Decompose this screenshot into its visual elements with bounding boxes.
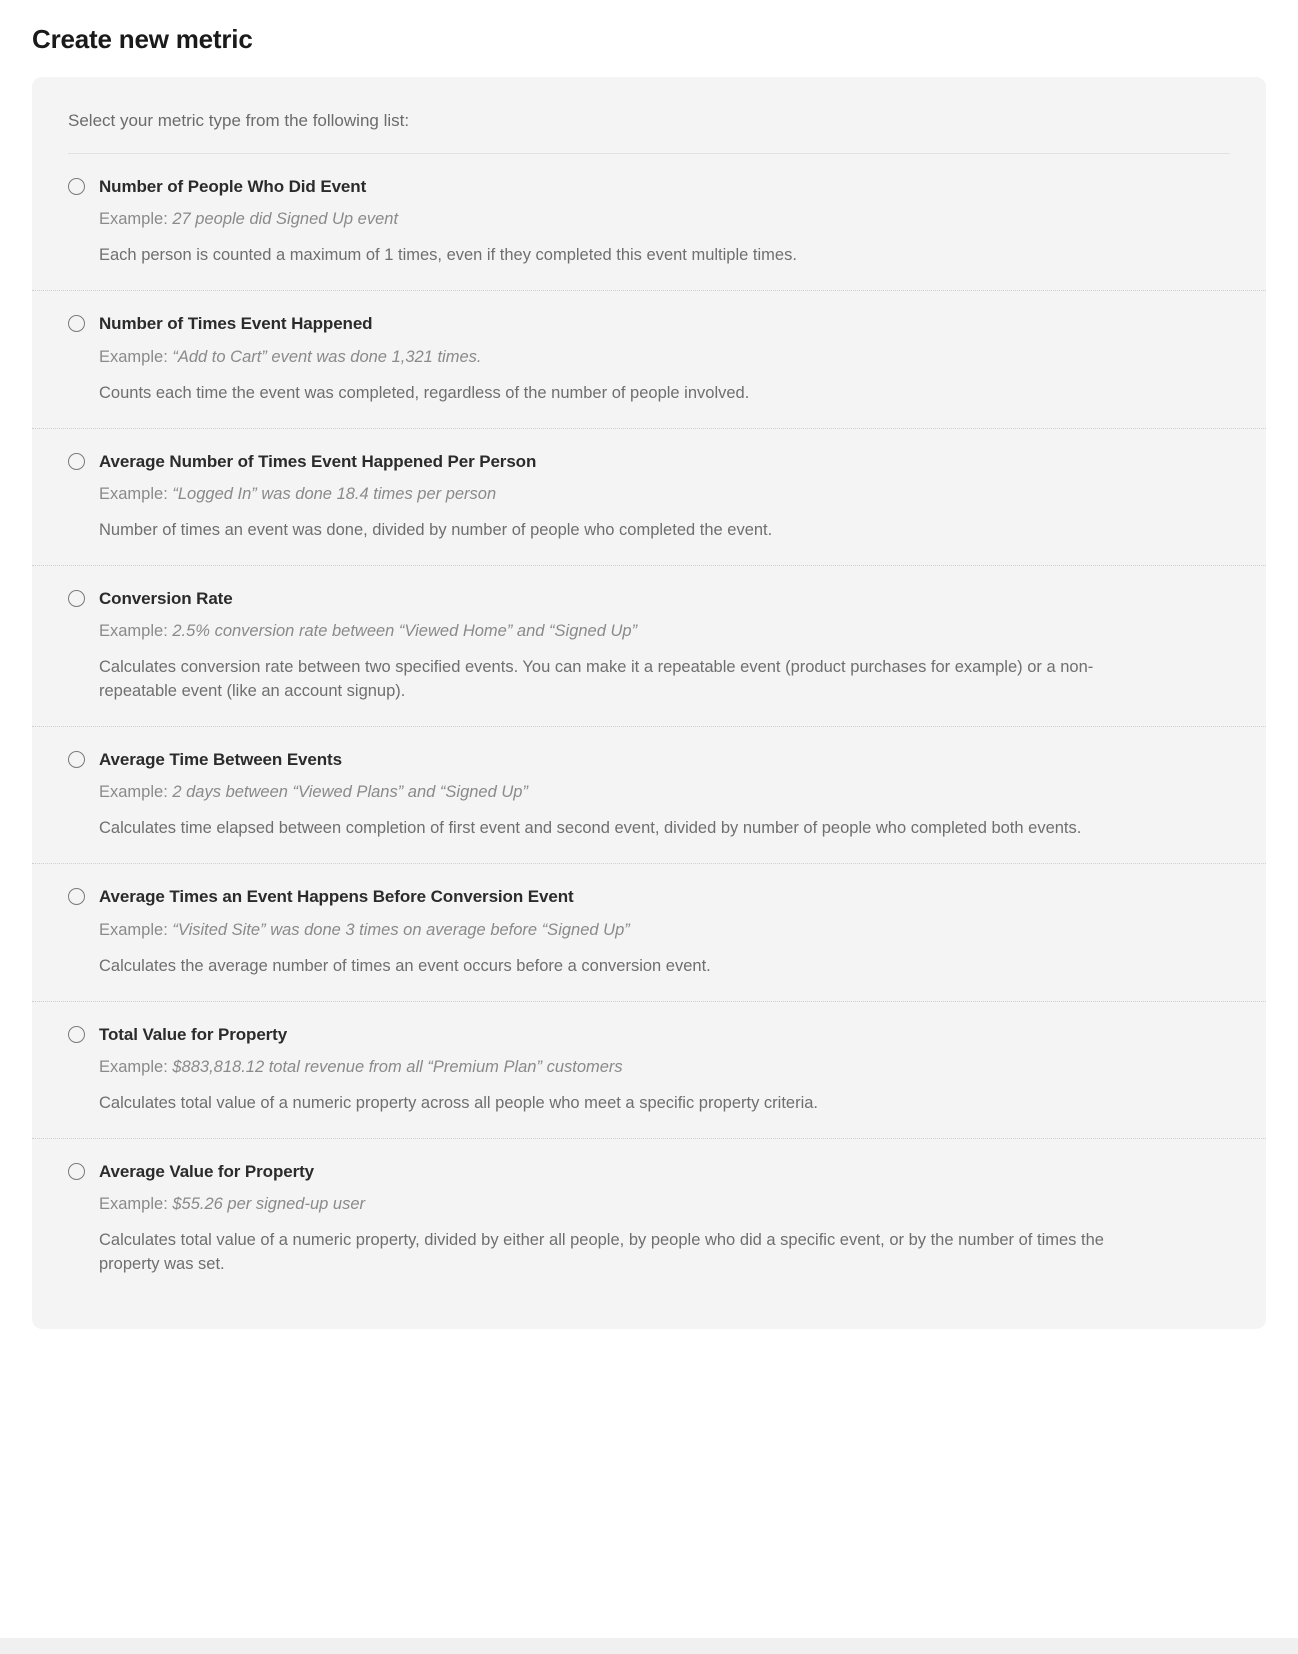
metric-option-number-of-people-who-did-event[interactable] [32, 154, 1266, 290]
radio-icon[interactable] [68, 751, 85, 768]
option-example-text: $55.26 per signed-up user [172, 1195, 366, 1214]
radio-icon[interactable] [68, 888, 85, 905]
option-example-text: 2 days between “Viewed Plans” and “Signed Up” [172, 783, 528, 802]
option-example-text: $883,818.12 total revenue from all “Premium Plan” customers [172, 1057, 623, 1076]
option-description: Counts each time the event was completed, regardless of the number of people involved. [99, 383, 750, 402]
metric-option-average-number-of-times-event-happened-per-person[interactable] [32, 428, 1266, 565]
option-example [99, 208, 1230, 231]
page-title: Create new metric [32, 24, 253, 54]
option-title: Average Times an Event Happens Before Conversion Event [99, 887, 574, 907]
metric-option-total-value-for-property[interactable] [32, 1001, 1266, 1138]
option-title: Number of Times Event Happened [99, 314, 373, 334]
metric-option-average-value-for-property[interactable] [32, 1138, 1266, 1299]
option-example-label: Example: [99, 783, 173, 802]
option-title: Total Value for Property [99, 1024, 288, 1044]
option-example-label: Example: [99, 622, 173, 641]
option-example-label: Example: [99, 1195, 173, 1214]
option-example [99, 919, 1230, 942]
option-description: Calculates time elapsed between completion of first event and second event, divided by number of people who completed both events. [99, 819, 1082, 838]
option-title: Average Number of Times Event Happened Per Person [99, 451, 537, 471]
option-description: Each person is counted a maximum of 1 times, even if they completed this event multiple times. [99, 246, 797, 265]
radio-icon[interactable] [68, 1163, 85, 1180]
metric-type-panel [32, 77, 1266, 1329]
option-example [99, 346, 1230, 369]
metric-option-average-times-an-event-happens-before-conversion-event[interactable] [32, 863, 1266, 1000]
option-example [99, 1056, 1230, 1079]
option-title: Number of People Who Did Event [99, 177, 367, 196]
radio-icon[interactable] [68, 315, 85, 332]
metric-type-list [32, 154, 1266, 1299]
option-example-text: “Logged In” was done 18.4 times per person [172, 484, 497, 503]
option-title: Average Time Between Events [99, 749, 342, 769]
option-example-label: Example: [99, 1057, 173, 1076]
radio-icon[interactable] [68, 453, 85, 470]
bottom-strip [0, 1638, 1298, 1654]
radio-icon[interactable] [68, 1026, 85, 1043]
option-example-text: 27 people did Signed Up event [172, 210, 399, 229]
option-example [99, 620, 1230, 643]
option-example-text: 2.5% conversion rate between “Viewed Home” and “Signed Up” [172, 622, 638, 641]
option-example-label: Example: [99, 920, 173, 939]
option-example [99, 781, 1230, 804]
metric-option-conversion-rate[interactable] [32, 565, 1266, 726]
option-description: Calculates total value of a numeric property across all people who meet a specific property criteria. [99, 1093, 819, 1112]
option-example [99, 1193, 1230, 1216]
metric-option-number-of-times-event-happened[interactable] [32, 290, 1266, 427]
option-title: Conversion Rate [99, 588, 233, 608]
metric-option-average-time-between-events[interactable] [32, 726, 1266, 863]
option-example-label: Example: [99, 347, 173, 366]
option-example-label: Example: [99, 484, 173, 503]
option-example-text: “Visited Site” was done 3 times on average before “Signed Up” [172, 920, 630, 939]
radio-icon[interactable] [68, 590, 85, 607]
radio-icon[interactable] [68, 178, 85, 195]
option-example-label: Example: [99, 210, 173, 229]
option-example [99, 483, 1230, 506]
option-description: Number of times an event was done, divided by number of people who completed the event. [99, 520, 773, 539]
option-description: Calculates total value of a numeric property, divided by either all people, by people who did a specific event, or by the number of times the property was set. [99, 1231, 1104, 1274]
option-title: Average Value for Property [99, 1161, 315, 1181]
panel-intro-text: Select your metric type from the following list: [68, 111, 410, 130]
option-description: Calculates conversion rate between two specified events. You can make it a repeatable event (product purchases for example) or a non-repeatable event (like an account signup). [99, 658, 1094, 701]
option-description: Calculates the average number of times an event occurs before a conversion event. [99, 956, 711, 975]
option-example-text: “Add to Cart” event was done 1,321 times. [172, 347, 482, 366]
